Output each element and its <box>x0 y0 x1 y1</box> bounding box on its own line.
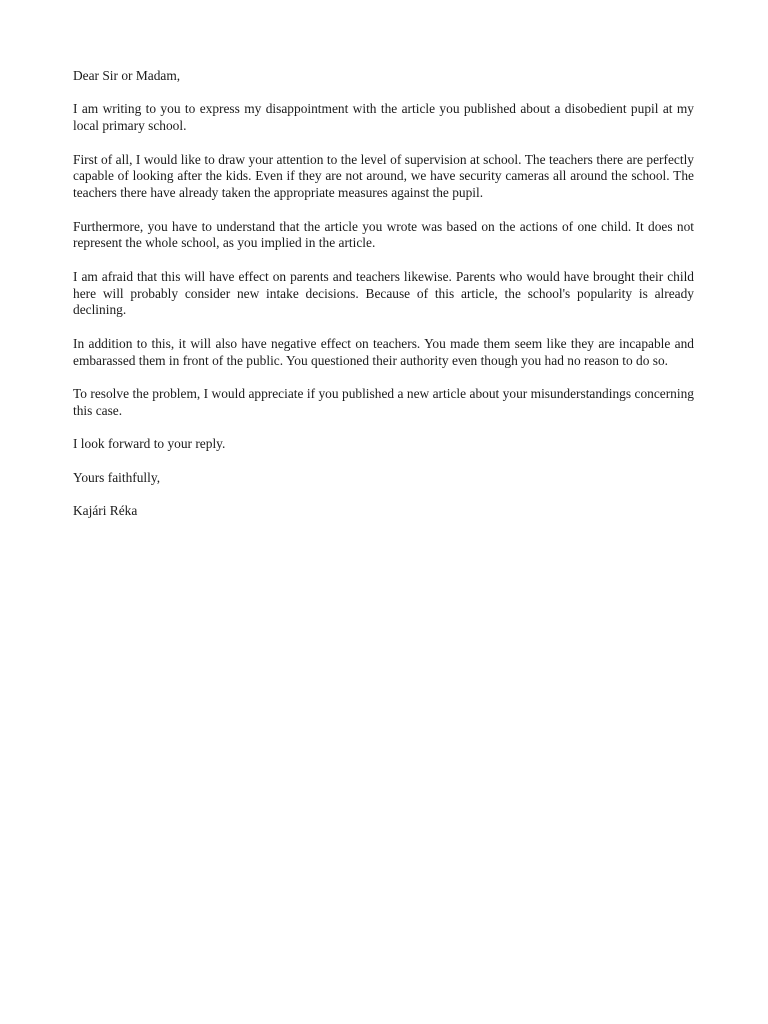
signature: Kajári Réka <box>73 502 138 518</box>
paragraph-teachers: In addition to this, it will also have negative effect on teachers. You made them seem like they are incapable and embarassed them in front of the public. You questioned their authority even though you had no reason to do so. <box>73 335 694 368</box>
paragraph-reply: I look forward to your reply. <box>73 436 226 452</box>
letter-body <box>73 68 694 520</box>
salutation: Dear Sir or Madam, <box>73 68 181 83</box>
closing: Yours faithfully, <box>73 469 161 485</box>
paragraph-intro: I am writing to you to express my disappointment with the article you published about a disobedient pupil at my local primary school. <box>73 101 694 134</box>
paragraph-resolution: To resolve the problem, I would appreciate if you published a new article about your misunderstandings concerning this case. <box>73 385 694 418</box>
paragraph-supervision: First of all, I would like to draw your attention to the level of supervision at school. The teachers there are perfectly capable of looking after the kids. Even if they are not around, we have security cameras all around the school. The teachers there have already taken the appropriate measures against the pupil. <box>73 151 694 201</box>
paragraph-parents: I am afraid that this will have effect on parents and teachers likewise. Parents who would have brought their child here will probably consider new intake decisions. Because of this article, the school's popularity is already declining. <box>73 268 694 318</box>
paragraph-one-child: Furthermore, you have to understand that the article you wrote was based on the actions of one child. It does not represent the whole school, as you implied in the article. <box>73 218 694 251</box>
